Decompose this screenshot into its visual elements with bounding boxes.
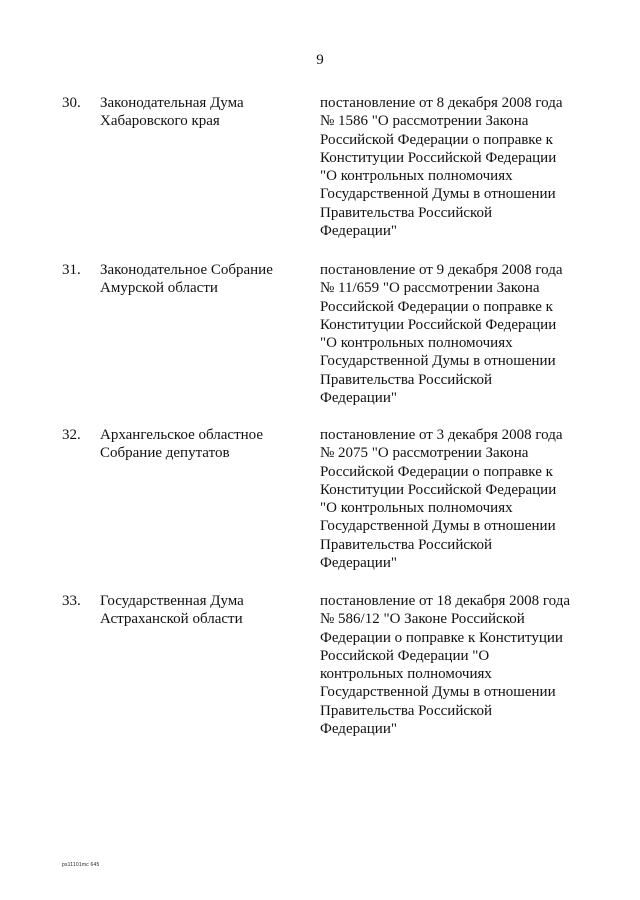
description-line: "О контрольных полномочиях bbox=[320, 168, 513, 185]
organization-line: Амурской области bbox=[100, 280, 218, 297]
organization-line: Законодательная Дума bbox=[100, 95, 244, 111]
entry-organization bbox=[100, 426, 300, 463]
description-line: Федерации" bbox=[320, 390, 397, 407]
description-line: контрольных полномочиях bbox=[320, 666, 492, 683]
description-line: "О контрольных полномочиях bbox=[320, 335, 513, 352]
description-line: Конституции Российской Федерации bbox=[320, 149, 557, 166]
description-line: "О контрольных полномочиях bbox=[320, 500, 513, 517]
description-line: Правительства Российской bbox=[320, 536, 493, 553]
description-line: № 586/12 "О Законе Российской bbox=[320, 611, 525, 628]
organization-line: Государственная Дума bbox=[100, 593, 244, 609]
description-line: № 11/659 "О рассмотрении Закона bbox=[320, 280, 540, 297]
description-line: Государственной Думы в отношении bbox=[320, 518, 556, 535]
description-line: Государственной Думы в отношении bbox=[320, 684, 556, 701]
description-line: Российской Федерации о поправке к bbox=[320, 463, 553, 480]
description-line: Российской Федерации о поправке к bbox=[320, 298, 553, 315]
organization-line: Хабаровского края bbox=[100, 113, 220, 130]
description-line: Федерации о поправке к Конституции bbox=[320, 629, 563, 646]
entry-number: 30. bbox=[62, 95, 81, 111]
description-line: Государственной Думы в отношении bbox=[320, 186, 556, 203]
description-line: Правительства Российской bbox=[320, 204, 493, 221]
entry-organization bbox=[100, 592, 300, 629]
description-line: № 2075 "О рассмотрении Закона bbox=[320, 445, 529, 462]
entry-description bbox=[320, 592, 620, 738]
description-line: Правительства Российской bbox=[320, 702, 493, 719]
description-line: Правительства Российской bbox=[320, 371, 493, 388]
description-line: постановление от 8 декабря 2008 года bbox=[320, 95, 563, 111]
organization-line: Астраханской области bbox=[100, 611, 243, 628]
entry-organization bbox=[100, 261, 300, 298]
description-line: Федерации" bbox=[320, 555, 397, 572]
description-line: № 1586 "О рассмотрении Закона bbox=[320, 113, 529, 130]
organization-line: Законодательное Собрание bbox=[100, 262, 273, 278]
organization-line: Архангельское областное bbox=[100, 427, 264, 443]
entry-number: 33. bbox=[62, 593, 81, 609]
description-line: Государственной Думы в отношении bbox=[320, 353, 556, 370]
description-line: Российской Федерации о поправке к bbox=[320, 131, 553, 148]
footer-document-code: ps11101mc 645 bbox=[62, 862, 100, 868]
description-line: Федерации" bbox=[320, 223, 397, 240]
page-number: 9 bbox=[316, 52, 324, 68]
entry-organization bbox=[100, 94, 300, 131]
description-line: постановление от 3 декабря 2008 года bbox=[320, 427, 563, 443]
description-line: Конституции Российской Федерации bbox=[320, 481, 557, 498]
description-line: постановление от 9 декабря 2008 года bbox=[320, 262, 563, 278]
entry-number: 31. bbox=[62, 262, 81, 278]
description-line: постановление от 18 декабря 2008 года bbox=[320, 593, 571, 609]
entry-number: 32. bbox=[62, 427, 81, 443]
entry-description bbox=[320, 94, 620, 240]
organization-line: Собрание депутатов bbox=[100, 445, 230, 462]
description-line: Конституции Российской Федерации bbox=[320, 316, 557, 333]
entry-description bbox=[320, 261, 620, 407]
description-line: Российской Федерации "О bbox=[320, 647, 490, 664]
entry-description bbox=[320, 426, 620, 572]
description-line: Федерации" bbox=[320, 721, 397, 738]
